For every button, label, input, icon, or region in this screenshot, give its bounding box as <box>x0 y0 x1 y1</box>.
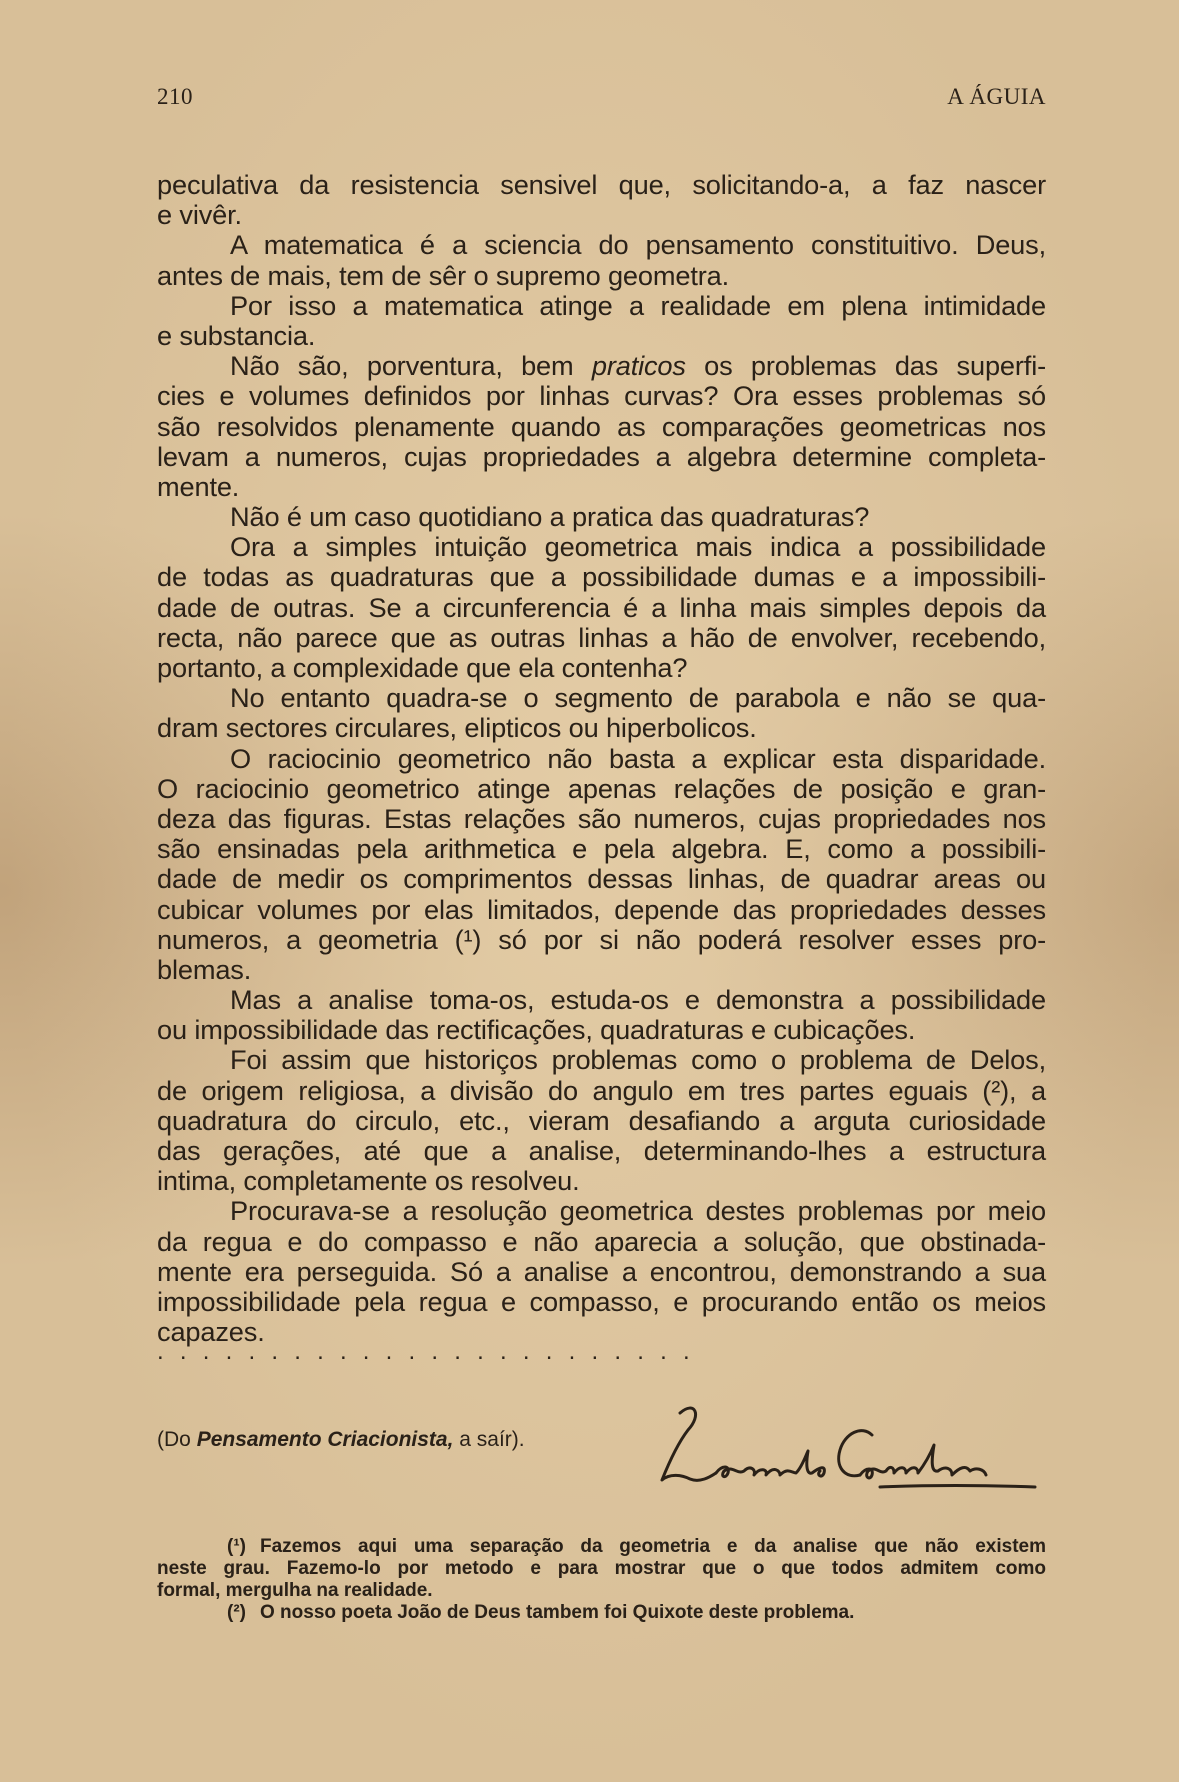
body-line: O raciocinio geometrico não basta a explicar esta disparidade. <box>230 742 1046 774</box>
page-number: 210 <box>157 84 193 109</box>
body-line: mente era perseguida. Só a analise a encontrou, demonstrando a sua <box>157 1255 1046 1287</box>
footnote-text: O nosso poeta João de Deus tambem foi Quixote deste problema. <box>259 1602 855 1623</box>
source-close: a saír). <box>453 1428 525 1451</box>
body-line: ou impossibilidade das rectificações, quadraturas e cubicações. <box>157 1014 916 1046</box>
emphasized-word: praticos <box>591 350 686 382</box>
body-line: Por isso a matematica atinge a realidade em plena intimidade <box>230 289 1046 321</box>
body-line: Ora a simples intuição geometrica mais indica a possibilidade <box>230 531 1046 563</box>
body-line: e vivêr. <box>157 199 242 231</box>
body-line: quadratura do circulo, etc., vieram desafiando a arguta curiosidade <box>157 1104 1046 1136</box>
body-line: dade de outras. Se a circunferencia é a linha mais simples depois da <box>157 591 1046 623</box>
author-signature <box>640 1395 1060 1495</box>
body-line: Não é um caso quotidiano a pratica das quadraturas? <box>230 501 870 533</box>
body-line: cubicar volumes por elas limitados, depende das propriedades desses <box>157 893 1046 925</box>
footnote-text: formal, mergulha na realidade. <box>157 1580 433 1601</box>
body-line: cies e volumes definidos por linhas curvas? Ora esses problemas só <box>157 380 1046 412</box>
footnotes <box>157 1536 1046 1624</box>
footnote-marker: (¹) <box>227 1536 246 1557</box>
source-title: Pensamento Criacionista, <box>196 1428 454 1451</box>
footnote-line <box>157 1536 1046 1558</box>
source-open: (Do <box>157 1428 197 1451</box>
page-header <box>157 84 1046 116</box>
body-line: recta, não parece que as outras linhas a hão de envolver, recebendo, <box>157 621 1046 653</box>
ellipsis-separator: ........................ <box>157 1338 706 1365</box>
body-line: blemas. <box>157 953 252 985</box>
body-line: Foi assim que historiços problemas como o problema de Delos, <box>230 1044 1046 1076</box>
body-text <box>157 170 1046 1347</box>
body-line: intima, completamente os resolveu. <box>157 1165 580 1197</box>
body-line: da regua e do compasso e não aparecia a solução, que obstinada- <box>157 1225 1046 1257</box>
body-line: peculativa da resistencia sensivel que, solicitando-a, a faz nascer <box>157 169 1046 200</box>
footnote-line <box>157 1558 1046 1580</box>
body-line: Mas a analise toma-os, estuda-os e demonstra a possibilidade <box>230 984 1046 1016</box>
body-line: Procurava-se a resolução geometrica destes problemas por meio <box>230 1195 1046 1227</box>
body-line: numeros, a geometria (¹) só por si não poderá resolver esses pro- <box>157 923 1046 955</box>
body-line: são ensinadas pela arithmetica e pela algebra. E, como a possibili- <box>157 833 1046 865</box>
body-line: No entanto quadra-se o segmento de parabola e não se qua- <box>230 682 1046 714</box>
body-line: antes de mais, tem de sêr o supremo geometra. <box>157 259 730 291</box>
body-line: de origem religiosa, a divisão do angulo em tres partes eguais (²), a <box>157 1074 1046 1106</box>
body-line: levam a numeros, cujas propriedades a algebra determine completa- <box>157 440 1046 472</box>
body-line: capazes. <box>157 1316 265 1348</box>
body-line: mente. <box>157 470 240 502</box>
body-line: Não são, porventura, bem praticos os problemas das superfi- <box>230 350 1046 382</box>
body-line: das gerações, até que a analise, determinando-lhes a estructura <box>157 1135 1046 1166</box>
source-note <box>157 1428 525 1452</box>
body-line: dade de medir os comprimentos dessas linhas, de quadrar areas ou <box>157 863 1046 895</box>
footnote-line <box>157 1580 1046 1602</box>
body-line: portanto, a complexidade que ela contenha? <box>157 652 688 683</box>
footnote-text: neste grau. Fazemo-lo por metodo e para mostrar que o que todos admitem como <box>157 1558 1046 1579</box>
body-line: são resolvidos plenamente quando as comparações geometricas nos <box>157 410 1046 442</box>
body-line: impossibilidade pela regua e compasso, e procurando então os meios <box>157 1285 1046 1317</box>
footnote-marker: (²) <box>227 1602 246 1623</box>
footnote-text: Fazemos aqui uma separação da geometria e da analise que não existem <box>259 1536 1046 1557</box>
body-line: A matematica é a sciencia do pensamento constituitivo. Deus, <box>230 229 1046 261</box>
body-line: deza das figuras. Estas relações são numeros, cujas propriedades nos <box>157 802 1046 834</box>
body-line: dram sectores circulares, elipticos ou hiperbolicos. <box>157 712 757 744</box>
footnote-line <box>157 1602 1046 1624</box>
body-line: e substancia. <box>157 319 316 351</box>
body-line: de todas as quadraturas que a possibilidade dumas e a impossibili- <box>157 561 1046 593</box>
body-line: O raciocinio geometrico atinge apenas relações de posição e gran- <box>157 772 1046 804</box>
running-title: A ÁGUIA <box>947 84 1046 109</box>
